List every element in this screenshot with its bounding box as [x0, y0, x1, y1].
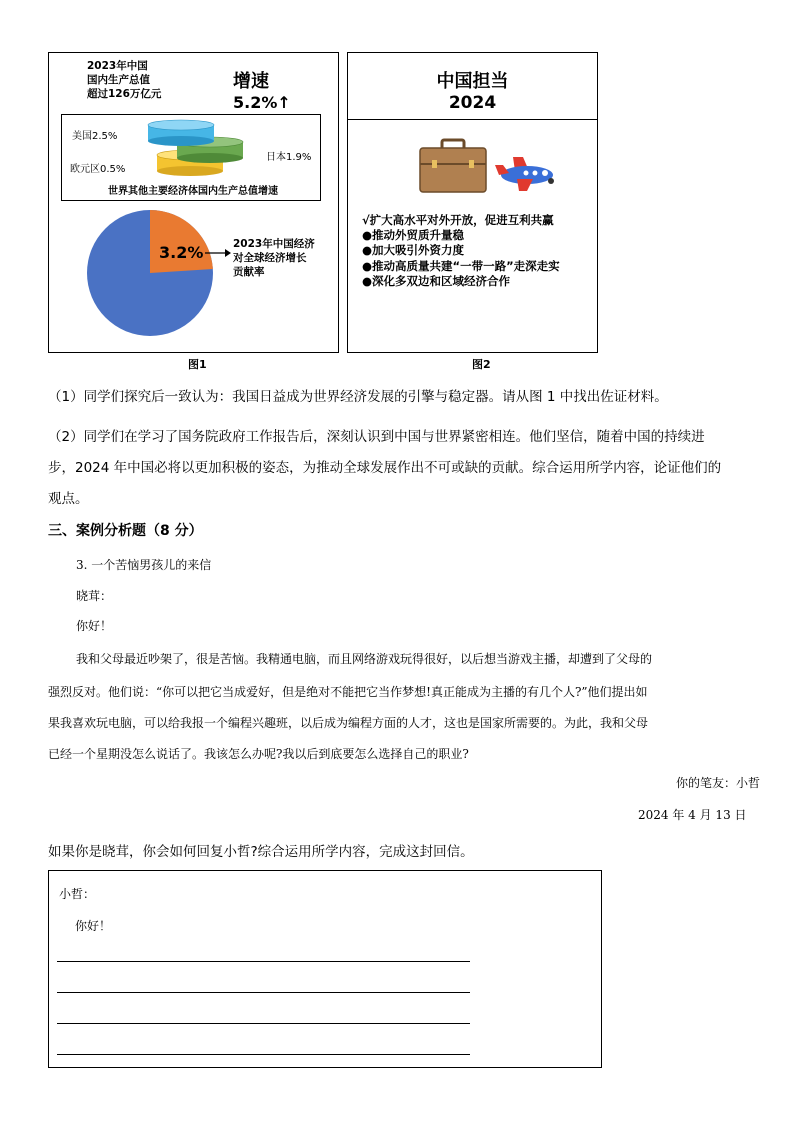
- figure-1-caption: 图1: [188, 358, 207, 371]
- usa-cylinder: [148, 120, 214, 146]
- answer-line[interactable]: [57, 1054, 470, 1055]
- figure-2-divider: [348, 119, 597, 120]
- letter-date: 2024 年 4 月 13 日: [638, 808, 747, 822]
- question-2-line-2: 步，2024 年中国必将以更加积极的姿态，为推动全球发展作出不可或缺的贡献。综合运用所学内容，论证他们的: [48, 460, 722, 476]
- pie-annotation-line: 贡献率: [233, 266, 265, 278]
- list-item: ●推动高质量共建“一带一路”走深走实: [362, 258, 560, 273]
- reply-salutation: 小哲：: [59, 887, 96, 901]
- pie-china-slice: [150, 210, 213, 273]
- letter-body-line: 强烈反对。他们说：“你可以把它当成爱好，但是绝对不能把它当作梦想!真正能成为主播的有几个人?”他们提出如: [48, 685, 648, 699]
- reply-prompt: 如果你是晓茸，你会如何回复小哲?综合运用所学内容，完成这封回信。: [48, 844, 474, 860]
- reply-hello: 你好！: [75, 919, 112, 933]
- gdp-header-line: 国内生产总值: [87, 74, 150, 86]
- gdp-header-line: 2023年中国: [87, 60, 148, 72]
- answer-line[interactable]: [57, 992, 470, 993]
- list-item: ●深化多双边和区域经济合作: [362, 273, 511, 288]
- answer-line[interactable]: [57, 961, 470, 962]
- pie-arrow: [205, 248, 231, 258]
- figure-2-year: 2024: [448, 93, 497, 113]
- question-2-line-1: （2）同学们在学习了国务院政府工作报告后，深刻认识到中国与世界紧密相连。他们坚信，随着中国的持续进: [48, 429, 705, 445]
- list-item: ●加大吸引外资力度: [362, 243, 465, 258]
- pie-annotation: [233, 237, 315, 279]
- letter-body-line: 果我喜欢玩电脑，可以给我报一个编程兴趣班，以后成为编程方面的人才，这也是国家所需要的。为此，我和父母: [48, 716, 649, 730]
- airplane-icon: [493, 151, 559, 195]
- gdp-header: [87, 59, 161, 101]
- list-item: ●推动外贸质升量稳: [362, 228, 465, 243]
- reply-box: [48, 870, 602, 1068]
- contribution-pie: [85, 208, 215, 338]
- figure-2-caption: 图2: [472, 358, 491, 371]
- letter-greeting: 晓茸：: [76, 589, 113, 603]
- figure-2-title: 中国担当: [436, 71, 509, 92]
- cylinder-caption: 世界其他主要经济体国内生产总值增速: [108, 186, 278, 197]
- figure-2-box: [347, 52, 598, 353]
- usa-label: 美国2.5%: [72, 131, 118, 142]
- letter-body-line: 我和父母最近吵架了，很是苦恼。我精通电脑，而且网络游戏玩得很好，以后想当游戏主播，却遭到了父母的: [76, 652, 653, 666]
- answer-line[interactable]: [57, 1023, 470, 1024]
- letter-signature: 你的笔友：小哲: [676, 776, 761, 790]
- item-3-title: 3. 一个苦恼男孩儿的来信: [76, 558, 212, 572]
- pie-annotation-line: 2023年中国经济: [233, 238, 315, 250]
- eurozone-label: 欧元区0.5%: [70, 164, 126, 175]
- letter-hello: 你好！: [76, 619, 113, 633]
- pie-value-label: 3.2%: [159, 243, 204, 262]
- figure-1-box: [48, 52, 339, 353]
- figure-2-list: [362, 213, 560, 289]
- briefcase-icon: [418, 138, 488, 194]
- question-1: （1）同学们探究后一致认为：我国日益成为世界经济发展的引擎与稳定器。请从图 1 中找出佐证材料。: [48, 389, 668, 405]
- list-item: √扩大高水平对外开放，促进互利共赢: [362, 213, 554, 227]
- gdp-header-line: 超过126万亿元: [87, 88, 162, 100]
- pie-annotation-line: 对全球经济增长: [233, 252, 307, 264]
- letter-body-line: 已经一个星期没怎么说话了。我该怎么办呢?我以后到底要怎么选择自己的职业?: [48, 747, 469, 761]
- japan-label: 日本1.9%: [266, 152, 312, 163]
- question-2-line-3: 观点。: [48, 491, 89, 507]
- cylinder-panel: [61, 114, 321, 201]
- section-3-heading: 三、案例分析题（8 分）: [48, 523, 203, 539]
- speed-value: 5.2%↑: [233, 93, 291, 112]
- speed-label: 增速: [233, 71, 269, 92]
